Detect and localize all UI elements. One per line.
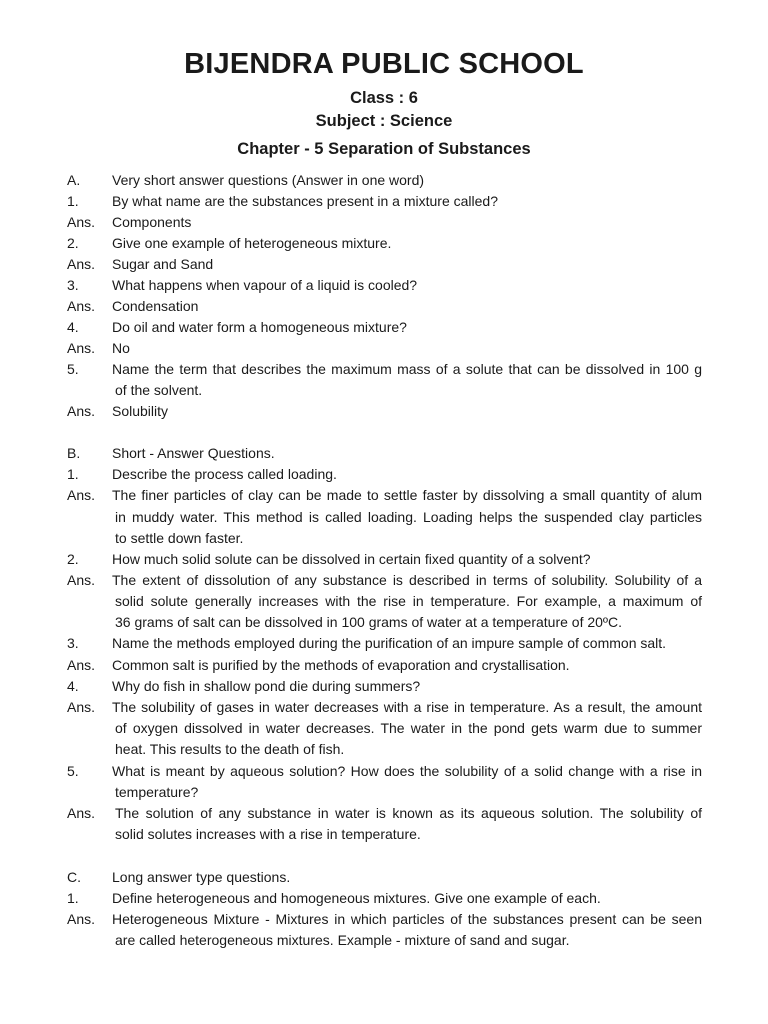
line-text: in muddy water. This method is called loading. Loading helps the suspended clay particles xyxy=(115,509,702,525)
line-text: 36 grams of salt can be dissolved in 100 grams of water at a temperature of 20ºC. xyxy=(115,614,623,630)
line-label: 5. xyxy=(67,361,79,377)
line-label: 1. xyxy=(67,466,79,482)
line-label: A. xyxy=(67,172,81,188)
line-text: Solubility xyxy=(112,403,169,419)
continuation-line xyxy=(0,591,768,612)
line-label: 3. xyxy=(67,635,79,651)
line-text: The finer particles of clay can be made to settle faster by dissolving a small quantity of alum xyxy=(112,487,702,503)
line-label: Ans. xyxy=(67,911,96,927)
line-text: Components xyxy=(112,214,192,230)
line-text: Condensation xyxy=(112,298,199,314)
class-heading: Class : 6 xyxy=(350,89,418,107)
section-b-heading xyxy=(0,443,768,464)
line-text: Give one example of heterogeneous mixture. xyxy=(112,235,392,251)
line-text: The solution of any substance in water is known as its aqueous solution. The solubility of xyxy=(115,805,702,821)
line-text: Short - Answer Questions. xyxy=(112,445,275,461)
question-line xyxy=(0,761,768,782)
question-line xyxy=(0,464,768,485)
line-text: Common salt is purified by the methods of evaporation and crystallisation. xyxy=(112,657,570,673)
line-text: No xyxy=(112,340,130,356)
line-text: Define heterogeneous and homogeneous mixtures. Give one example of each. xyxy=(112,890,601,906)
answer-line xyxy=(0,401,768,422)
section-a-heading xyxy=(0,170,768,191)
line-text: solid solutes increases with a rise in temperature. xyxy=(115,826,421,842)
line-text: By what name are the substances present in a mixture called? xyxy=(112,193,498,209)
chapter-heading: Chapter - 5 Separation of Substances xyxy=(237,140,531,158)
continuation-line xyxy=(0,824,768,845)
answer-line xyxy=(0,655,768,676)
question-line xyxy=(0,888,768,909)
line-text: Do oil and water form a homogeneous mixture? xyxy=(112,319,407,335)
line-text: of the solvent. xyxy=(115,382,203,398)
line-label: Ans. xyxy=(67,403,96,419)
answer-line xyxy=(0,296,768,317)
answer-line xyxy=(0,803,768,824)
question-line xyxy=(0,233,768,254)
line-text: Name the methods employed during the purification of an impure sample of common salt. xyxy=(112,635,667,651)
continuation-line xyxy=(0,739,768,760)
line-label: Ans. xyxy=(67,699,96,715)
line-label: Ans. xyxy=(67,487,96,503)
subject-heading: Subject : Science xyxy=(315,112,453,130)
line-text: heat. This results to the death of fish. xyxy=(115,741,345,757)
line-label: 2. xyxy=(67,551,79,567)
line-label: 2. xyxy=(67,235,79,251)
line-text: are called heterogeneous mixtures. Example - mixture of sand and sugar. xyxy=(115,932,570,948)
question-line xyxy=(0,317,768,338)
line-label: B. xyxy=(67,445,81,461)
answer-line xyxy=(0,212,768,233)
question-line xyxy=(0,359,768,380)
line-label: 5. xyxy=(67,763,79,779)
line-text: Name the term that describes the maximum mass of a solute that can be dissolved in 100 g xyxy=(112,361,702,377)
line-label: Ans. xyxy=(67,256,96,272)
line-label: Ans. xyxy=(67,214,96,230)
continuation-line xyxy=(0,930,768,951)
continuation-line xyxy=(0,380,768,401)
line-text: The extent of dissolution of any substance is described in terms of solubility. Solubility of a xyxy=(112,572,702,588)
line-text: to settle down faster. xyxy=(115,530,244,546)
question-line xyxy=(0,633,768,654)
line-label: 3. xyxy=(67,277,79,293)
continuation-line xyxy=(0,528,768,549)
school-name: BIJENDRA PUBLIC SCHOOL xyxy=(184,48,584,80)
question-line xyxy=(0,191,768,212)
line-label: 4. xyxy=(67,678,79,694)
line-text: How much solid solute can be dissolved in certain fixed quantity of a solvent? xyxy=(112,551,591,567)
line-text: Very short answer questions (Answer in one word) xyxy=(112,172,425,188)
line-text: temperature? xyxy=(115,784,199,800)
line-text: Heterogeneous Mixture - Mixtures in which particles of the substances present can be seen xyxy=(112,911,702,927)
answer-line xyxy=(0,909,768,930)
answer-line xyxy=(0,697,768,718)
answer-line xyxy=(0,485,768,506)
answer-line xyxy=(0,254,768,275)
line-text: Describe the process called loading. xyxy=(112,466,337,482)
line-label: Ans. xyxy=(67,657,96,673)
line-text: What is meant by aqueous solution? How does the solubility of a solid change with a rise in xyxy=(112,763,702,779)
line-label: 4. xyxy=(67,319,79,335)
line-label: Ans. xyxy=(67,572,96,588)
question-line xyxy=(0,549,768,570)
continuation-line xyxy=(0,782,768,803)
answer-line xyxy=(0,570,768,591)
section-c-heading xyxy=(0,867,768,888)
line-label: 1. xyxy=(67,193,79,209)
line-label: Ans. xyxy=(67,805,96,821)
line-label: C. xyxy=(67,869,81,885)
line-text: Why do fish in shallow pond die during summers? xyxy=(112,678,421,694)
continuation-line xyxy=(0,718,768,739)
line-text: of oxygen dissolved in water decreases. The water in the pond gets warm due to summer xyxy=(115,720,702,736)
question-line xyxy=(0,676,768,697)
question-line xyxy=(0,275,768,296)
line-text: What happens when vapour of a liquid is cooled? xyxy=(112,277,418,293)
line-text: Sugar and Sand xyxy=(112,256,214,272)
line-text: solid solute generally increases with the rise in temperature. For example, a maximum of xyxy=(115,593,702,609)
line-label: 1. xyxy=(67,890,79,906)
continuation-line xyxy=(0,507,768,528)
line-label: Ans. xyxy=(67,340,96,356)
line-label: Ans. xyxy=(67,298,96,314)
line-text: The solubility of gases in water decreases with a rise in temperature. As a result, the amount xyxy=(112,699,702,715)
line-text: Long answer type questions. xyxy=(112,869,291,885)
continuation-line xyxy=(0,612,768,633)
answer-line xyxy=(0,338,768,359)
